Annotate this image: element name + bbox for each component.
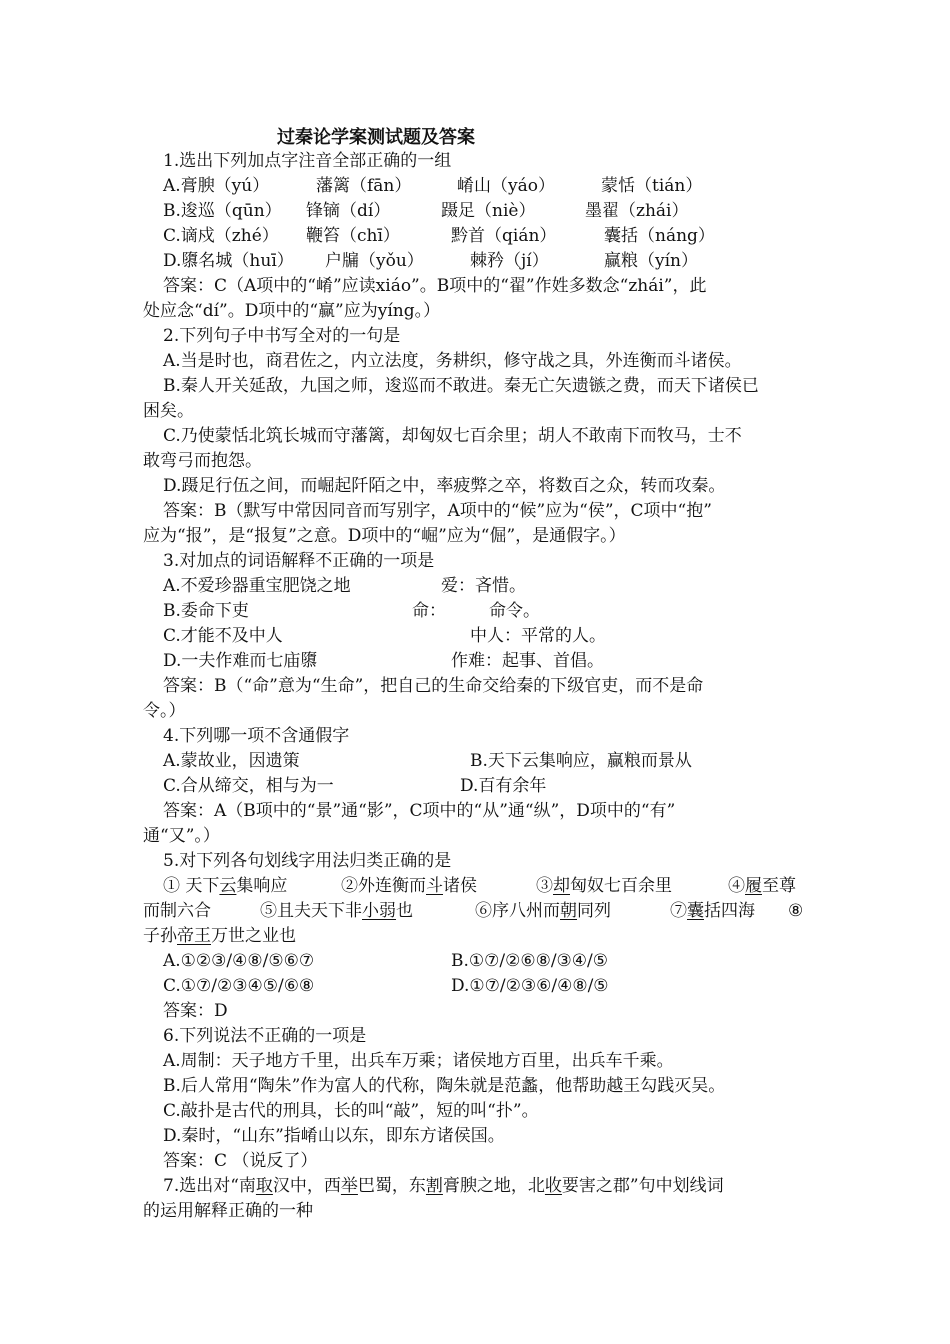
q5-answer: 答案：D — [163, 1001, 228, 1021]
q3-option-d-gloss: 作难：起事、首倡。 — [451, 651, 604, 671]
q3-option-c-gloss: 中人：平常的人。 — [470, 626, 606, 646]
q1-option-d-1: D.隳名城（huī） — [163, 251, 294, 271]
underlined-word: 小弱 — [362, 901, 396, 921]
q7-stem: 7.选出对“南取汉中，西举巴蜀，东割膏腴之地，北收要害之郡”句中划线词 — [163, 1176, 724, 1196]
q7-stem-cont: 的运用解释正确的一种 — [143, 1201, 313, 1221]
q6-answer: 答案：C （说反了） — [163, 1151, 318, 1171]
q5-sentence-7: ⑦囊括四海 — [670, 901, 755, 921]
q1-option-b-1: B.逡巡（qūn） — [163, 201, 282, 221]
q1-stem: 1.选出下列加点字注音全部正确的一组 — [163, 151, 452, 171]
underlined-word: 朝 — [560, 901, 577, 921]
q5-option-a: A.①②③/④⑧/⑤⑥⑦ — [163, 951, 315, 971]
q3-option-b-gloss: 命令。 — [489, 601, 540, 621]
q2-answer-cont: 应为“报”，是“报复”之意。D项中的“崛”应为“倔”，是通假字。） — [143, 526, 626, 546]
q5-option-b: B.①⑦/②⑥⑧/③④/⑤ — [451, 951, 609, 971]
q5-sentence-3: ③却匈奴七百余里 — [536, 876, 672, 896]
q4-answer-cont: 通“又”。） — [143, 826, 220, 846]
q2-stem: 2.下列句子中书写全对的一句是 — [163, 326, 401, 346]
q1-answer-cont: 处应念“dí”。D项中的“赢”应为yíng。） — [143, 301, 441, 321]
q1-option-c-2: 鞭笞（chī） — [306, 226, 400, 246]
q5-sentence-2: ②外连衡而斗诸侯 — [341, 876, 477, 896]
q1-option-d-2: 户牖（yǒu） — [325, 251, 424, 271]
q6-option-c: C.敲扑是古代的刑具，长的叫“敲”，短的叫“扑”。 — [163, 1101, 539, 1121]
q4-answer: 答案：A（B项中的“景”通“影”，C项中的“从”通“纵”，D项中的“有” — [163, 801, 676, 821]
q2-answer: 答案：B（默写中常因同音而写别字，A项中的“候”应为“侯”，C项中“抱” — [163, 501, 712, 521]
q1-option-b-2: 锋镝（dí） — [306, 201, 391, 221]
q5-option-d: D.①⑦/②③⑥/④⑧/⑤ — [451, 976, 609, 996]
q3-option-b-word: 命： — [412, 601, 446, 621]
q1-answer: 答案：C（A项中的“崤”应读xiáo”。B项中的“翟”作姓多数念“zhái”，此 — [163, 276, 707, 296]
q5-sentence-5: ⑤且夫天下非小弱也 — [260, 901, 413, 921]
q4-option-b: B.天下云集响应，赢粮而景从 — [470, 751, 692, 771]
q5-option-c: C.①⑦/②③④⑤/⑥⑧ — [163, 976, 315, 996]
q5-sentence-4: ④履至尊 — [728, 876, 796, 896]
q2-option-d: D.蹑足行伍之间，而崛起阡陌之中，率疲弊之卒，将数百之众，转而攻秦。 — [163, 476, 726, 496]
q1-option-a-2: 藩篱（fān） — [316, 176, 412, 196]
underlined-word: 收 — [544, 1176, 562, 1196]
q1-option-c-3: 黔首（qián） — [451, 226, 557, 246]
q1-option-a-4: 蒙恬（tián） — [601, 176, 703, 196]
q3-stem: 3.对加点的词语解释不正确的一项是 — [163, 551, 435, 571]
q5-sentence-8: 子孙帝王万世之业也 — [143, 926, 296, 946]
underlined-word: 云 — [219, 876, 237, 896]
q3-option-c-text: C.才能不及中人 — [163, 626, 283, 646]
q6-option-a: A.周制：天子地方千里，出兵车万乘；诸侯地方百里，出兵车千乘。 — [163, 1051, 674, 1071]
q1-option-a-1: A.膏腴（yú） — [163, 176, 270, 196]
q1-option-c-4: 囊括（náng） — [604, 226, 715, 246]
underlined-word: 割 — [425, 1176, 443, 1196]
q1-option-a-3: 崤山（yáo） — [457, 176, 555, 196]
q3-option-d-text: D.一夫作难而七庙隳 — [163, 651, 318, 671]
q5-sentence-1: ① 天下云集响应 — [163, 876, 288, 896]
q2-option-a: A.当是时也，商君佐之，内立法度，务耕织，修守战之具，外连衡而斗诸侯。 — [163, 351, 742, 371]
underlined-word: 却 — [553, 876, 570, 896]
q5-stem: 5.对下列各句划线字用法归类正确的是 — [163, 851, 452, 871]
q3-answer-cont: 令。） — [143, 701, 186, 721]
q1-option-b-3: 蹑足（niè） — [441, 201, 536, 221]
q1-option-c-1: C.谪戍（zhé） — [163, 226, 279, 246]
q4-option-a: A.蒙故业，因遗策 — [163, 751, 300, 771]
q2-option-b-cont: 困矣。 — [143, 401, 194, 421]
q3-option-a-gloss: 爱：吝惜。 — [441, 576, 526, 596]
q6-option-d: D.秦时，“山东”指崤山以东，即东方诸侯国。 — [163, 1126, 505, 1146]
q6-option-b: B.后人常用“陶朱”作为富人的代称，陶朱就是范蠡，他帮助越王勾践灭吴。 — [163, 1076, 726, 1096]
underlined-word: 斗 — [426, 876, 443, 896]
q2-option-c: C.乃使蒙恬北筑长城而守藩篱，却匈奴七百余里；胡人不敢南下而牧马，士不 — [163, 426, 742, 446]
q3-option-b-text: B.委命下吏 — [163, 601, 249, 621]
q1-option-b-4: 墨翟（zhái） — [585, 201, 689, 221]
q1-option-d-4: 赢粮（yín） — [604, 251, 698, 271]
q5-sentence-6: ⑥序八州而朝同列 — [475, 901, 611, 921]
underlined-word: 取 — [255, 1176, 273, 1196]
q1-option-d-3: 棘矜（jí） — [470, 251, 549, 271]
q3-option-a-text: A.不爱珍器重宝肥饶之地 — [163, 576, 351, 596]
q4-option-c: C.合从缔交，相与为一 — [163, 776, 334, 796]
q5-sentence-4-cont: 而制六合 — [143, 901, 211, 921]
q3-answer: 答案：B（“命”意为“生命”，把自己的生命交给秦的下级官吏，而不是命 — [163, 676, 704, 696]
q2-option-b: B.秦人开关延敌，九国之师，逡巡而不敢进。秦无亡矢遗镞之费，而天下诸侯已 — [163, 376, 759, 396]
q4-option-d: D.百有余年 — [460, 776, 547, 796]
q6-stem: 6.下列说法不正确的一项是 — [163, 1026, 367, 1046]
q2-option-c-cont: 敢弯弓而抱怨。 — [143, 451, 262, 471]
underlined-word: 囊 — [687, 901, 704, 921]
q5-sentence-8-label: ⑧ — [788, 901, 804, 921]
underlined-word: 举 — [340, 1176, 358, 1196]
document-title: 过秦论学案测试题及答案 — [277, 127, 475, 148]
underlined-word: 履 — [745, 876, 762, 896]
underlined-word: 帝王 — [177, 926, 211, 946]
q4-stem: 4.下列哪一项不含通假字 — [163, 726, 350, 746]
